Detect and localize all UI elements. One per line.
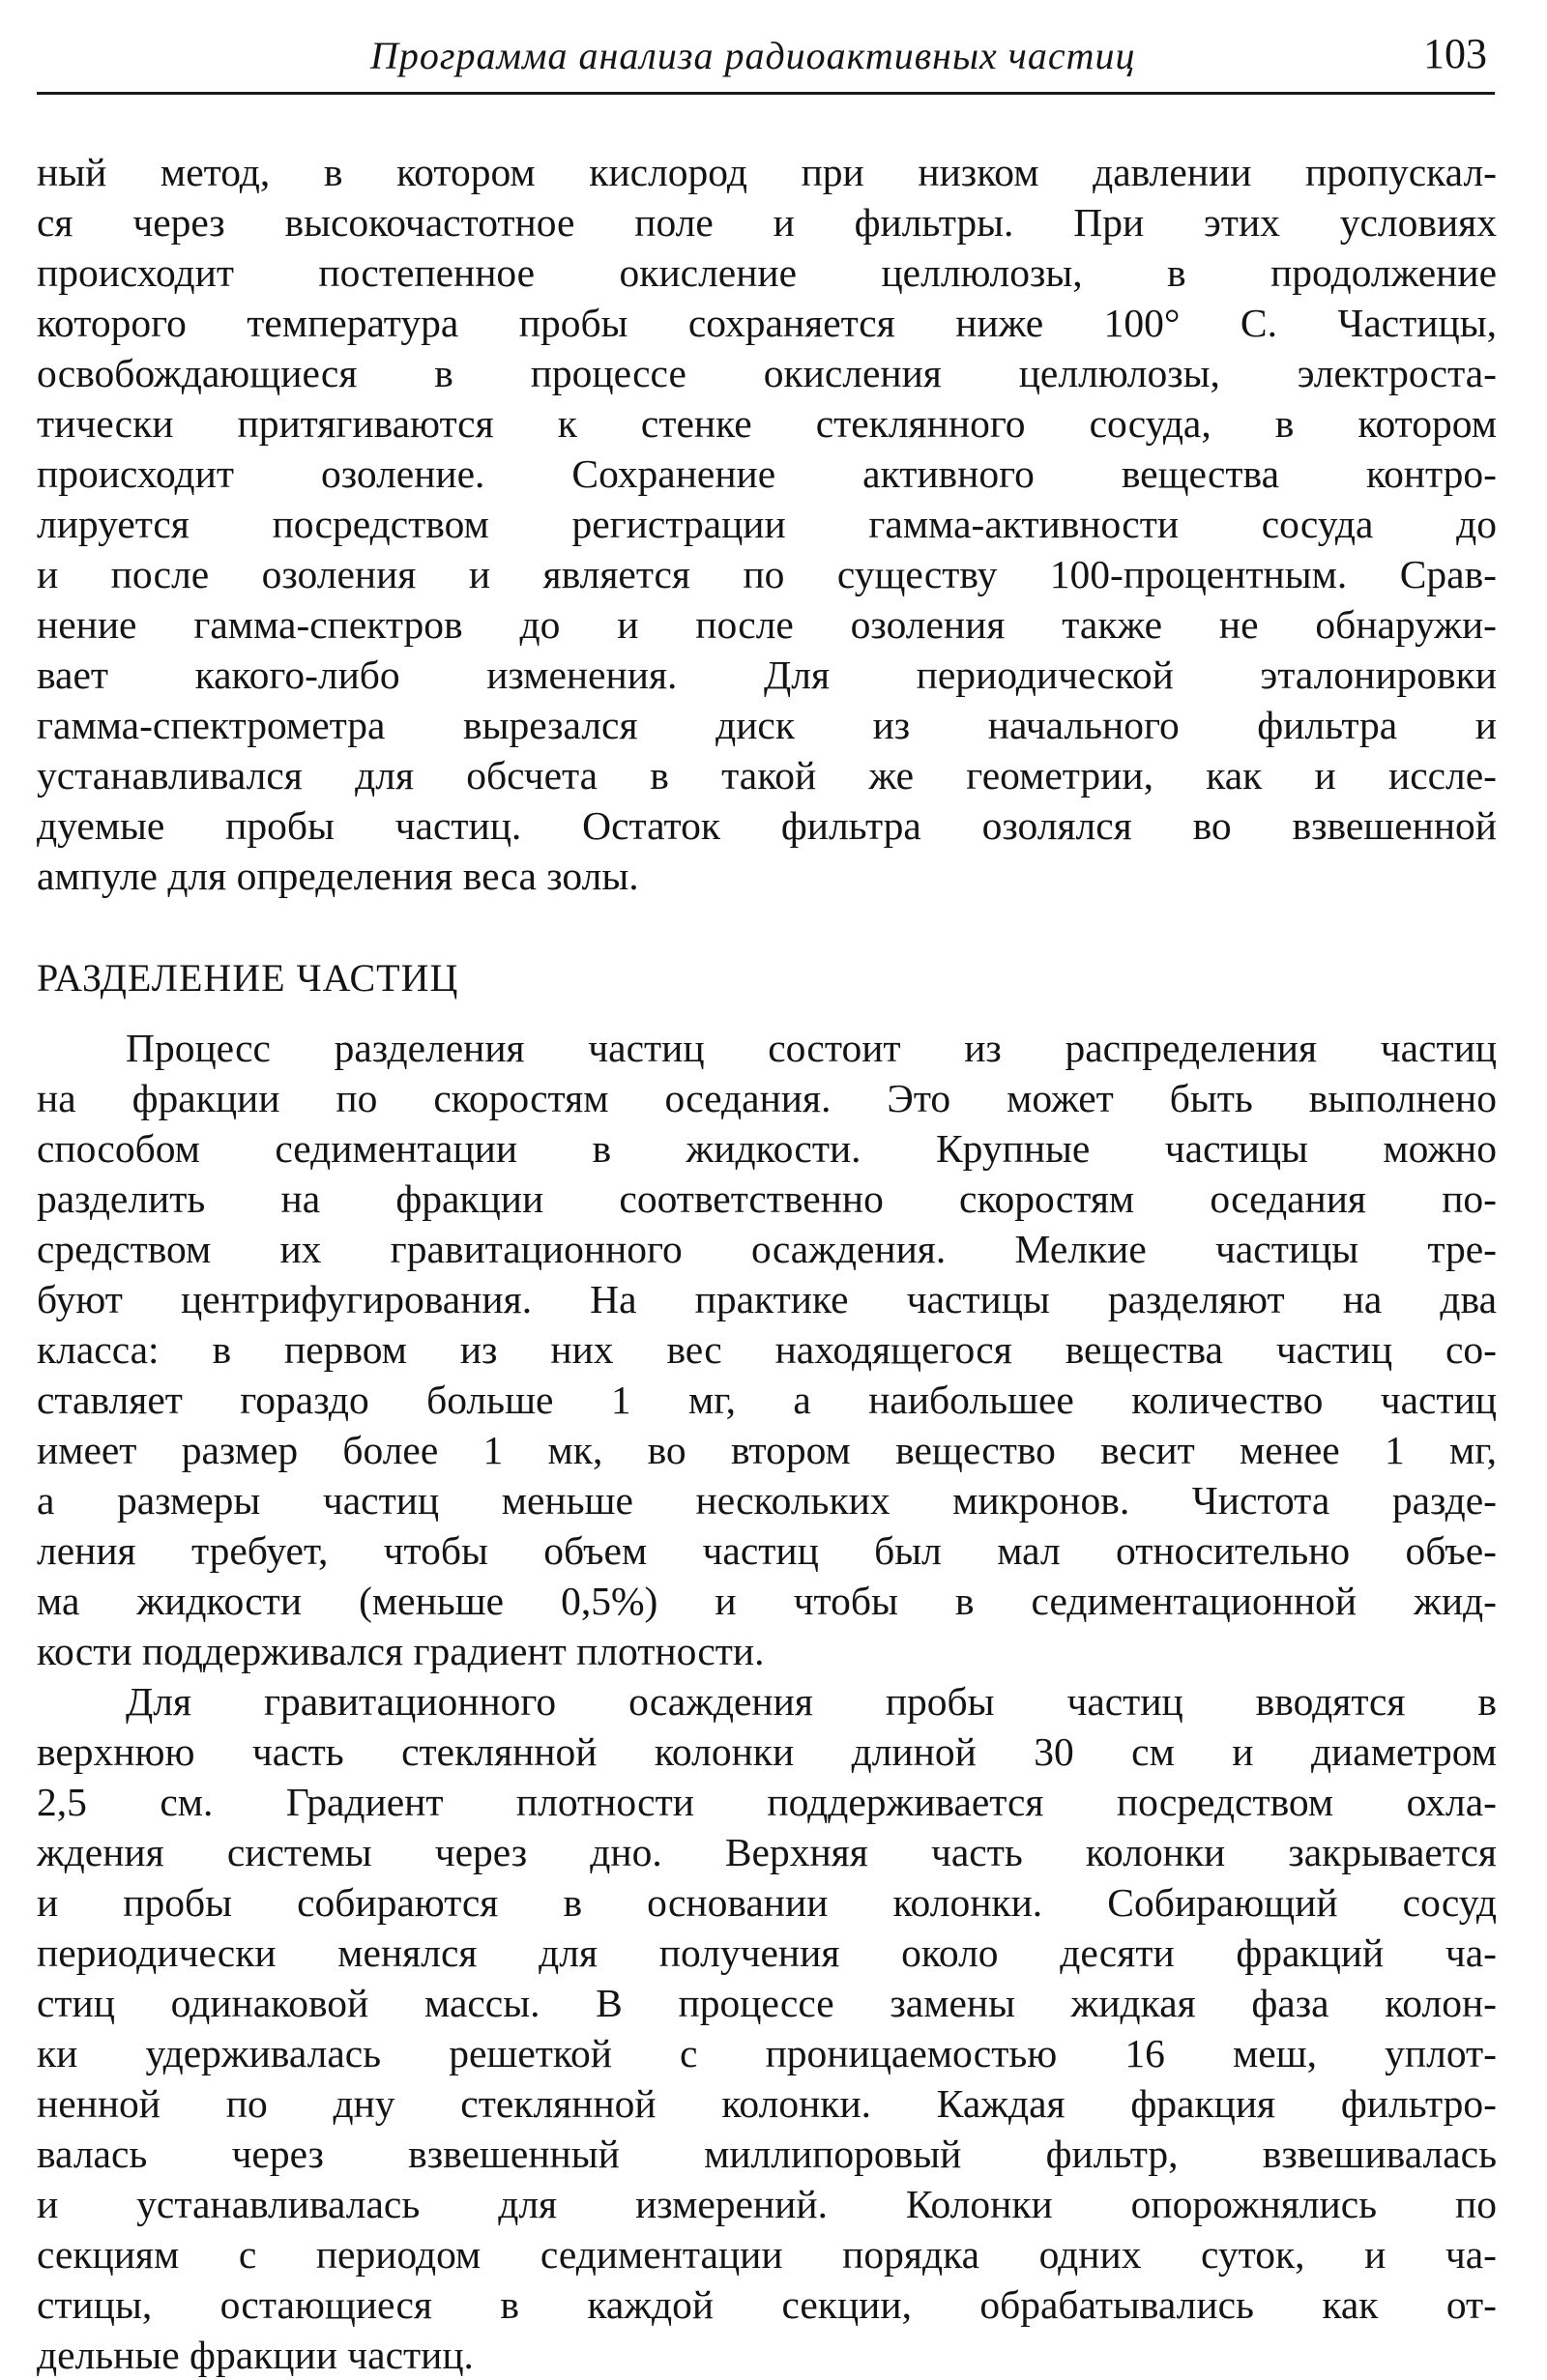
- text-line: валась через взвешенный миллипоровый фильтр, взвешивалась: [37, 2132, 1497, 2176]
- text-line: кости поддерживался градиент плотности.: [37, 1629, 765, 1673]
- text-line: происходит постепенное окисление целлюлозы, в продолжение: [37, 250, 1497, 295]
- text-line: секциям с периодом седиментации порядка одних суток, и ча-: [37, 2232, 1497, 2277]
- text-line: ма жидкости (меньше 0,5%) и чтобы в седиментационной жид-: [37, 1579, 1497, 1623]
- text-line: освобождающиеся в процессе окисления целлюлозы, электроста-: [37, 351, 1497, 395]
- text-line: и пробы собираются в основании колонки. Собирающий сосуд: [37, 1880, 1497, 1925]
- text-line: Процесс разделения частиц состоит из распределения частиц: [126, 1026, 1497, 1070]
- text-line: которого температура пробы сохраняется ниже 100° С. Частицы,: [37, 301, 1497, 345]
- running-head: [37, 27, 1495, 87]
- text-line: средством их гравитационного осаждения. Мелкие частицы тре-: [37, 1227, 1497, 1271]
- text-line: Для гравитационного осаждения пробы частиц вводятся в: [126, 1679, 1497, 1724]
- text-line: на фракции по скоростям оседания. Это может быть выполнено: [37, 1076, 1497, 1120]
- text-line: буют центрифугирования. На практике частицы разделяют на два: [37, 1277, 1497, 1321]
- text-line: лируется посредством регистрации гамма-активности сосуда до: [37, 502, 1497, 546]
- text-line: устанавливался для обсчета в такой же геометрии, как и иссле-: [37, 753, 1497, 798]
- text-line: ки удерживалась решеткой с проницаемостью 16 меш, уплот-: [37, 2031, 1497, 2075]
- text-line: разделить на фракции соответственно скоростям оседания по-: [37, 1176, 1497, 1221]
- text-line: вает какого-либо изменения. Для периодической эталонировки: [37, 653, 1497, 697]
- text-line: а размеры частиц меньше нескольких микронов. Чистота разде-: [37, 1478, 1497, 1523]
- text-line: стицы, остающиеся в каждой секции, обрабатывались как от-: [37, 2282, 1497, 2327]
- text-line: происходит озоление. Сохранение активного вещества контро-: [37, 451, 1497, 496]
- text-line: верхнюю часть стеклянной колонки длиной 30 см и диаметром: [37, 1729, 1497, 1774]
- text-line: ждения системы через дно. Верхняя часть колонки закрывается: [37, 1830, 1497, 1874]
- text-line: тически притягиваются к стенке стеклянного сосуда, в котором: [37, 401, 1497, 446]
- paragraph-continuation: [37, 147, 1497, 901]
- header-rule: [37, 92, 1495, 95]
- text-line: и после озоления и является по существу 100-процентным. Срав-: [37, 552, 1497, 596]
- running-title: Программа анализа радиоактивных частиц: [370, 34, 1136, 77]
- text-line: ненной по дну стеклянной колонки. Каждая фракция фильтро-: [37, 2081, 1497, 2126]
- text-line: нение гамма-спектров до и после озоления также не обнаружи-: [37, 602, 1497, 647]
- text-line: ления требует, чтобы объем частиц был мал относительно объе-: [37, 1528, 1497, 1573]
- text-line: периодически менялся для получения около десяти фракций ча-: [37, 1930, 1497, 1975]
- page-number: 103: [1423, 30, 1487, 77]
- text-line: способом седиментации в жидкости. Крупные частицы можно: [37, 1126, 1497, 1171]
- text-line: гамма-спектрометра вырезался диск из начального фильтра и: [37, 703, 1497, 747]
- text-line: 2,5 см. Градиент плотности поддерживается посредством охла-: [37, 1780, 1497, 1824]
- text-line: и устанавливалась для измерений. Колонки опорожнялись по: [37, 2182, 1497, 2226]
- text-line: дуемые пробы частиц. Остаток фильтра озолялся во взвешенной: [37, 803, 1497, 848]
- text-line: класса: в первом из них вес находящегося вещества частиц со-: [37, 1327, 1497, 1372]
- text-line: ный метод, в котором кислород при низком давлении пропускал-: [37, 150, 1497, 194]
- text-line: ампуле для определения веса золы.: [37, 854, 639, 898]
- text-line: ся через высокочастотное поле и фильтры. При этих условиях: [37, 200, 1497, 245]
- text-line: стиц одинаковой массы. В процессе замены жидкая фаза колон-: [37, 1981, 1497, 2025]
- text-line: ставляет гораздо больше 1 мг, а наибольшее количество частиц: [37, 1378, 1497, 1422]
- section-heading: РАЗДЕЛЕНИЕ ЧАСТИЦ: [37, 956, 459, 1000]
- text-line: дельные фракции частиц.: [37, 2333, 474, 2377]
- text-line: имеет размер более 1 мк, во втором вещество весит менее 1 мг,: [37, 1428, 1497, 1472]
- section-body: [37, 1023, 1497, 2380]
